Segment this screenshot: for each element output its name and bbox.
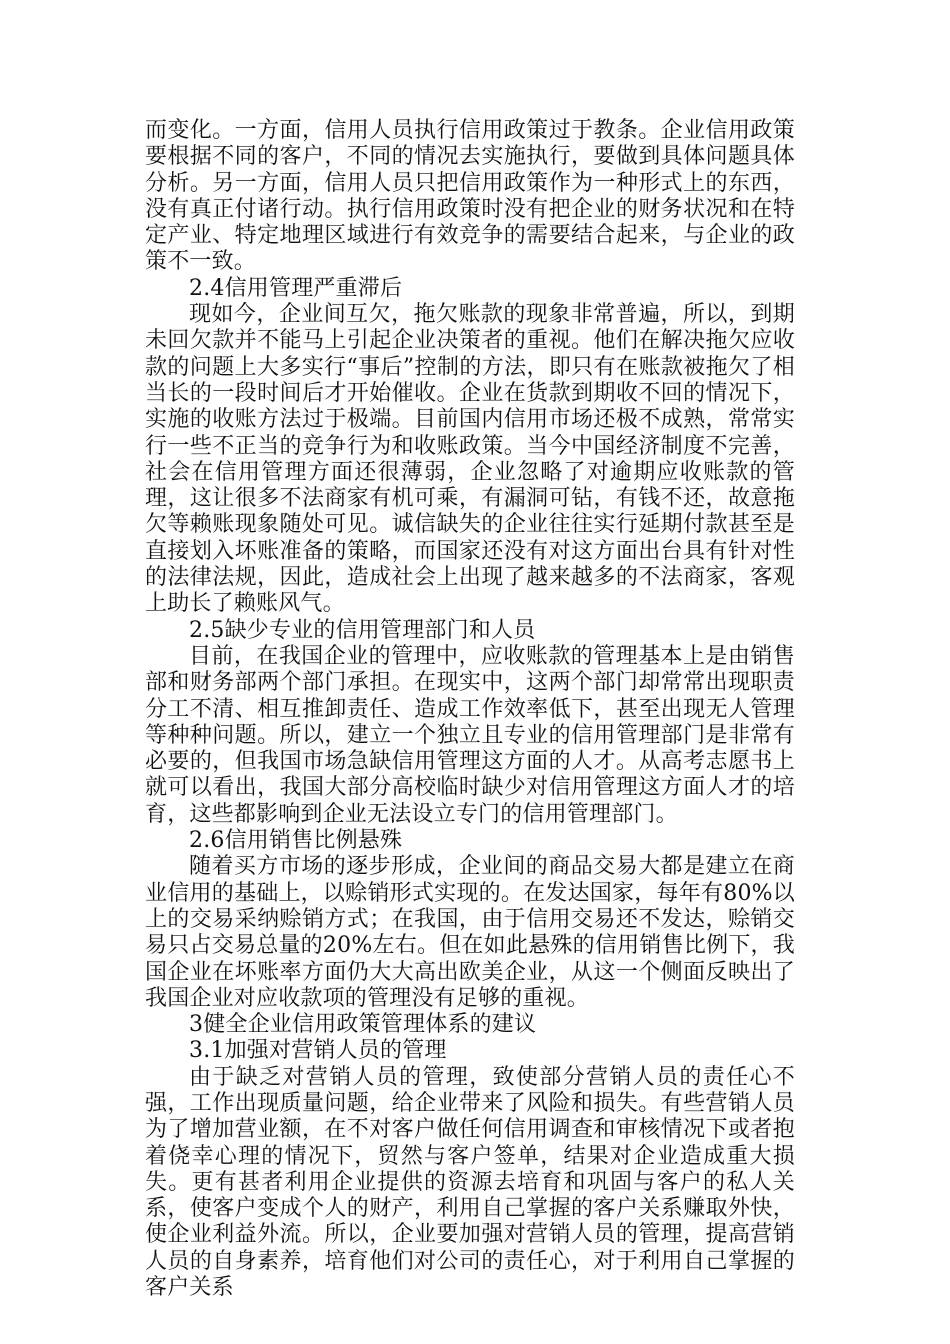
- paragraph-2-5: 目前，在我国企业的管理中，应收账款的管理基本上是由销售部和财务部两个部门承担。在现实中，这两个部门却常常出现职责分工不清、相互推卸责任、造成工作效率低下，甚至出现无人管理等种种问题。所以，建立一个独立且专业的信用管理部门是非常有必要的，但我国市场急缺信用管理这方面的人才。从高考志愿书上就可以看出，我国大部分高校临时缺少对信用管理这方面人才的培育，这些都影响到企业无法设立专门的信用管理部门。: [145, 643, 795, 827]
- paragraph-continuation: 而变化。一方面，信用人员执行信用政策过于教条。企业信用政策要根据不同的客户，不同的情况去实施执行，要做到具体问题具体分析。另一方面，信用人员只把信用政策作为一种形式上的东西，没有真正付诸行动。执行信用政策时没有把企业的财务状况和在特定产业、特定地理区域进行有效竞争的需要结合起来，与企业的政策不一致。: [145, 118, 795, 275]
- section-heading-2-5: 2.5缺少专业的信用管理部门和人员: [189, 617, 536, 643]
- section-heading-3-1: 3.1加强对营销人员的管理: [189, 1038, 447, 1064]
- section-heading-2-4: 2.4信用管理严重滞后: [189, 275, 403, 301]
- paragraph-2-6: 随着买方市场的逐步形成，企业间的商品交易大都是建立在商业信用的基础上，以赊销形式实现的。在发达国家，每年有80%以上的交易采纳赊销方式；在我国，由于信用交易还不发达，赊销交易只占交易总量的20%左右。但在如此悬殊的信用销售比例下，我国企业在坏账率方面仍大大高出欧美企业，从这一个侧面反映出了我国企业对应收款项的管理没有足够的重视。: [145, 854, 795, 1011]
- section-heading-3: 3健全企业信用政策管理体系的建议: [189, 1012, 537, 1038]
- section-heading-2-6: 2.6信用销售比例悬殊: [189, 828, 403, 854]
- paragraph-3-1: 由于缺乏对营销人员的管理，致使部分营销人员的责任心不强，工作出现质量问题，给企业带来了风险和损失。有些营销人员为了增加营业额，在不对客户做任何信用调查和审核情况下或者抱着侥幸心理的情况下，贸然与客户签单，结果对企业造成重大损失。更有甚者利用企业提供的资源去培育和巩固与客户的私人关系，使客户变成个人的财产，利用自己掌握的客户关系赚取外快，使企业利益外流。所以，企业要加强对营销人员的管理，提高营销人员的自身素养，培育他们对公司的责任心，对于利用自己掌握的客户关系: [145, 1064, 795, 1301]
- document-page: [145, 118, 795, 1301]
- paragraph-2-4: 现如今，企业间互欠，拖欠账款的现象非常普遍，所以，到期未回欠款并不能马上引起企业决策者的重视。他们在解决拖欠应收款的问题上大多实行“事后”控制的方法，即只有在账款被拖欠了相当长的一段时间后才开始催收。企业在货款到期收不回的情况下，实施的收账方法过于极端。目前国内信用市场还极不成熟，常常实行一些不正当的竞争行为和收账政策。当今中国经济制度不完善，社会在信用管理方面还很薄弱，企业忽略了对逾期应收账款的管理，这让很多不法商家有机可乘，有漏洞可钻，有钱不还，故意拖欠等赖账现象随处可见。诚信缺失的企业往往实行延期付款甚至是直接划入坏账准备的策略，而国家还没有对这方面出台具有针对性的法律法规，因此，造成社会上出现了越来越多的不法商家，客观上助长了赖账风气。: [145, 302, 795, 617]
